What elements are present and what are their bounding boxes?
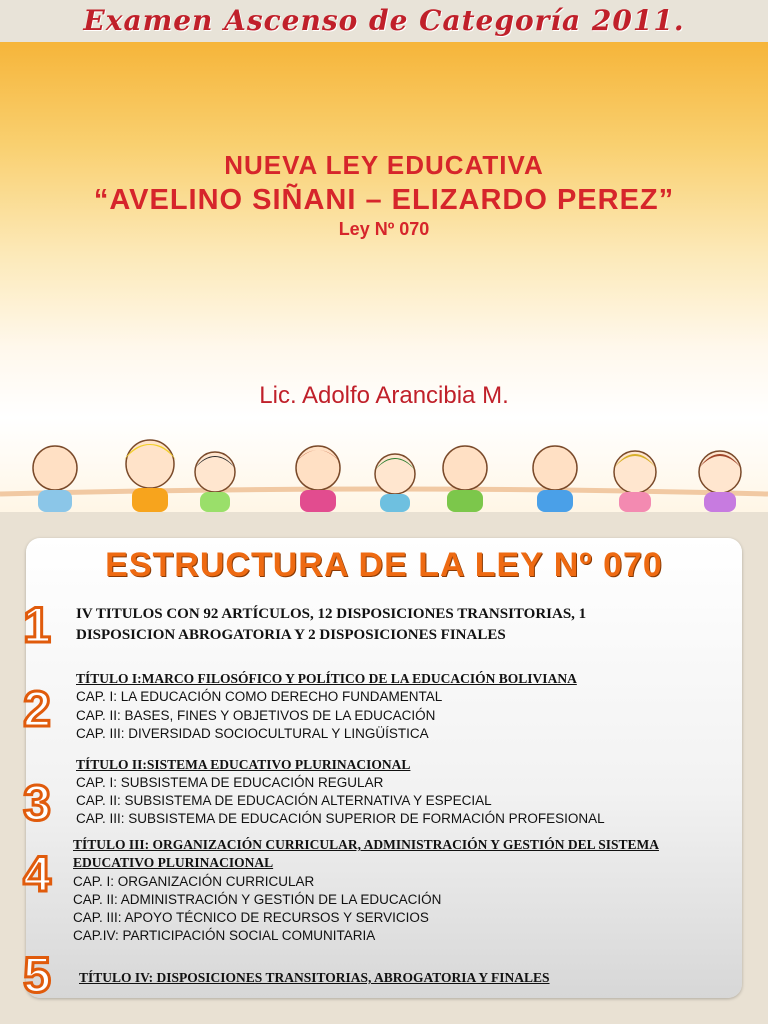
titulo3-heading-line1: TÍTULO III: ORGANIZACIÓN CURRICULAR, ADMINISTRACIÓN Y GESTIÓN DEL SISTEMA [73,837,659,852]
cover-title-line2: “AVELINO SIÑANI – ELIZARDO PEREZ” [93,184,675,216]
titulo3-cap1: CAP. I: ORGANIZACIÓN CURRICULAR [73,874,315,889]
titulo1-cap3: CAP. III: DIVERSIDAD SOCIOCULTURAL Y LINGÜÍSTICA [76,726,429,741]
titulo3-cap4: CAP.IV: PARTICIPACIÓN SOCIAL COMUNITARIA [73,928,376,943]
titulo4-heading: TÍTULO IV: DISPOSICIONES TRANSITORIAS, ABROGATORIA Y FINALES [79,970,550,985]
children-illustration [0,432,768,512]
intro-line2: DISPOSICION ABROGATORIA Y 2 DISPOSICIONES FINALES [76,627,506,643]
titulo2-cap3: CAP. III: SUBSISTEMA DE EDUCACIÓN SUPERIOR DE FORMACIÓN PROFESIONAL [76,811,605,826]
titulo2-heading: TÍTULO II:SISTEMA EDUCATIVO PLURINACIONAL [76,757,411,772]
titulo1-cap2: CAP. II: BASES, FINES Y OBJETIVOS DE LA EDUCACIÓN [76,708,436,723]
top-banner [0,0,768,42]
cover-title-line3: Ley Nº 070 [338,219,430,239]
titulo3-cap2: CAP. II: ADMINISTRACIÓN Y GESTIÓN DE LA EDUCACIÓN [73,892,442,907]
number-badge-5: 5 [23,947,51,1003]
structure-title: ESTRUCTURA DE LA LEY Nº 070 [105,546,663,584]
titulo3-cap3: CAP. III: APOYO TÉCNICO DE RECURSOS Y SERVICIOS [73,910,429,925]
number-badge-2: 2 [23,681,51,737]
intro-line1: IV TITULOS CON 92 ARTÍCULOS, 12 DISPOSICIONES TRANSITORIAS, 1 [76,606,587,622]
structure-slide [23,538,742,1003]
titulo2-cap1: CAP. I: SUBSISTEMA DE EDUCACIÓN REGULAR [76,775,384,790]
titulo1-cap1: CAP. I: LA EDUCACIÓN COMO DERECHO FUNDAMENTAL [76,689,443,704]
titulo2-cap2: CAP. II: SUBSISTEMA DE EDUCACIÓN ALTERNATIVA Y ESPECIAL [76,793,492,808]
titulo1-heading: TÍTULO I:MARCO FILOSÓFICO Y POLÍTICO DE LA EDUCACIÓN BOLIVIANA [76,671,577,686]
cover-title-line1: NUEVA LEY EDUCATIVA [224,150,544,180]
cover-author: Lic. Adolfo Arancibia M. [259,382,509,409]
cover-slide [0,42,768,512]
number-badge-3: 3 [23,775,51,831]
number-badge-1: 1 [23,597,51,653]
number-badge-4: 4 [23,846,51,902]
banner-title: Examen Ascenso de Categoría 2011. [83,4,685,37]
titulo3-heading-line2: EDUCATIVO PLURINACIONAL [73,855,274,870]
